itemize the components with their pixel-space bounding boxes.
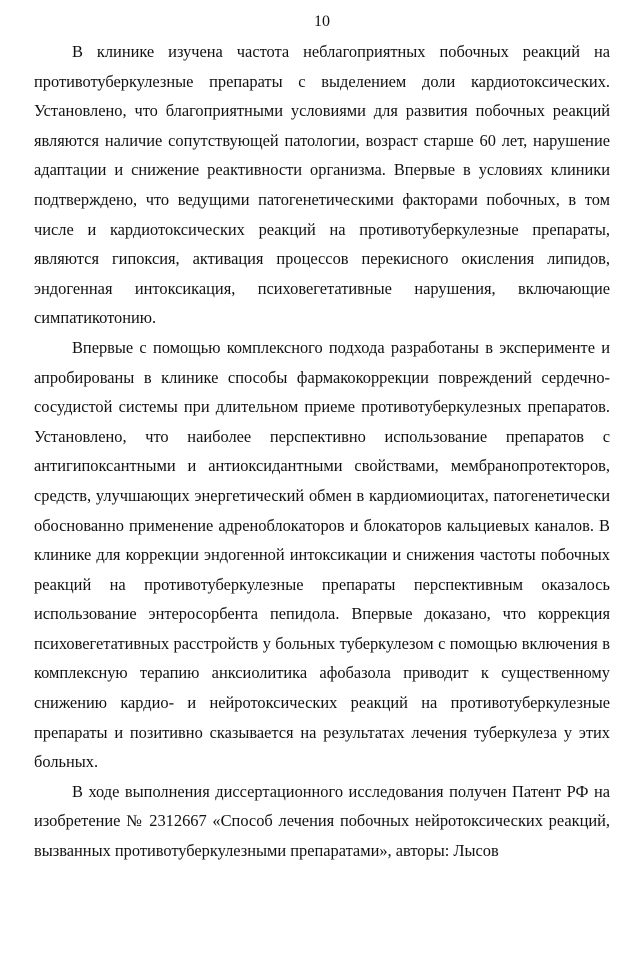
paragraph-patent: В ходе выполнения диссертационного исследования получен Патент РФ на изобретение № 2312667 «Способ лечения побочных нейротоксических реакций, вызванных противотуберкулезными препаратами», авторы: Лысов xyxy=(34,781,610,861)
paragraph-pharmacocorrection: Впервые с помощью комплексного подхода разработаны в эксперименте и апробированы в клинике способы фармакокоррекции повреждений сердечно-сосудистой системы при длительном приеме противотуберкулезных препаратов. Установлено, что наиболее перспективно использование препаратов с антигипоксантными и антиоксидантными свойствами, мембранопротекторов, средств, улучшающих энергетический обмен в кардиомиоцитах, патогенетически обоснованно применение адреноблокаторов и блокаторов кальциевых каналов. В клинике для коррекции эндогенной интоксикации и снижения частоты побочных реакций на противотуберкулезные препараты перспективным оказалось использование энтеросорбента пепидола. Впервые доказано, что коррекция психовегетативных расстройств у больных туберкулезом с помощью включения в комплексную терапию анксиолитика афобазола приводит к существенному снижению кардио- и нейротоксических реакций на противотуберкулезные препараты и позитивно сказывается на результатах лечения туберкулеза у этих больных. xyxy=(34,337,610,772)
page-number: 10 xyxy=(314,13,330,30)
paragraph-adverse-reactions: В клинике изучена частота неблагоприятных побочных реакций на противотуберкулезные препараты с выделением доли кардиотоксических. Установлено, что благоприятными условиями для развития побочных реакций являются наличие сопутствующей патологии, возраст старше 60 лет, нарушение адаптации и снижение реактивности организма. Впервые в условиях клиники подтверждено, что ведущими патогенетическими факторами побочных, в том числе и кардиотоксических реакций на противотуберкулезные препараты, являются гипоксия, активация процессов перекисного окисления липидов, эндогенная интоксикация, психовегетативные нарушения, включающие симпатикотонию. xyxy=(34,42,610,328)
